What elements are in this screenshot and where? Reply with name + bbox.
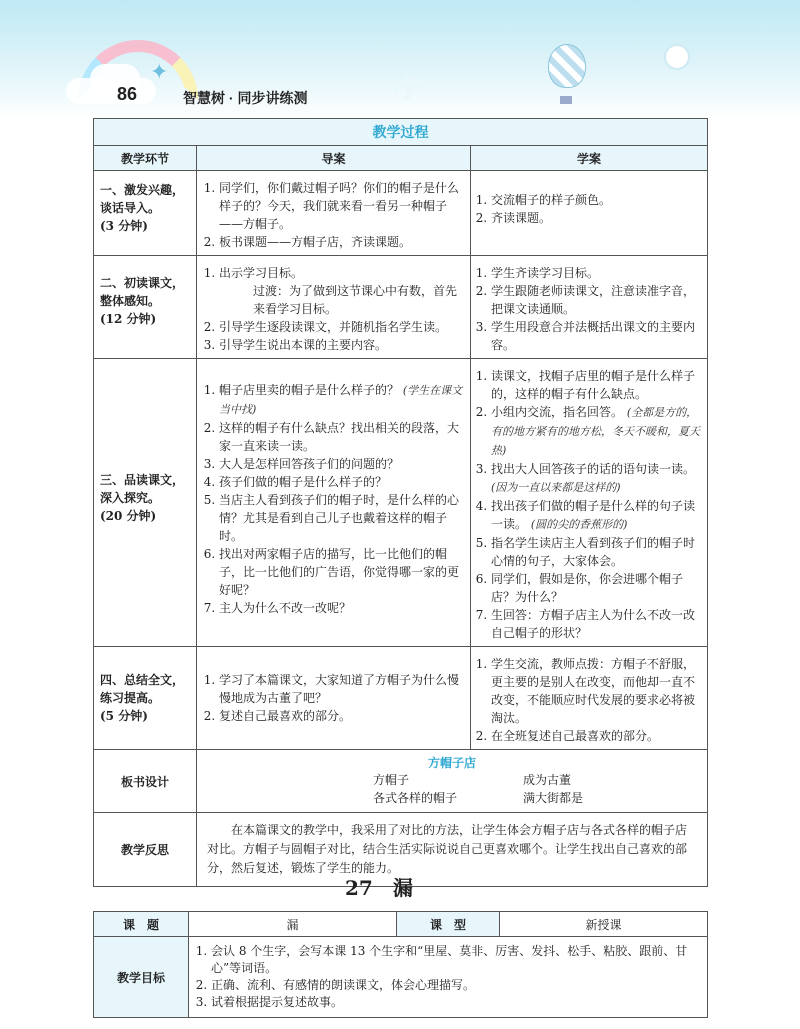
guide-cell (197, 256, 471, 359)
learn-cell (471, 359, 708, 647)
column-header-stage: 教学环节 (94, 146, 197, 171)
table-row (94, 256, 708, 359)
board-title: 方帽子店 (427, 756, 476, 770)
board-design-row (94, 750, 708, 813)
list-item (491, 403, 701, 460)
list-item: 3. 试着根据提示复述故事。 (211, 994, 699, 1011)
page-number: 86 (117, 84, 138, 104)
stage-duration: (3 分钟) (100, 219, 148, 233)
topic-value: 漏 (189, 912, 397, 937)
stage-title: 一、激发兴趣，谈话导入。 (100, 183, 185, 215)
list-item: 3. 学生用段意合并法概括出课文的主要内容。 (491, 318, 701, 354)
list-item-text: 帽子店里卖的帽子是什么样子的？ (219, 383, 400, 397)
learn-cell (471, 171, 708, 256)
list-item-text: 找出孩子们做的帽子是什么样的句子读一读。 (491, 499, 696, 531)
list-item-text: 小组内交流，指名回答。 (491, 405, 624, 419)
board-item: 满大街都是 (523, 791, 584, 805)
list-item-note: (学生在课文当中找) (219, 384, 463, 416)
list-item-note: (因为一直以来都是这样的) (491, 481, 621, 494)
board-design-cell (197, 750, 708, 813)
list-item: 7. 生回答：方帽子店主人为什么不改一改自己帽子的形状？ (491, 606, 701, 642)
table-row (94, 647, 708, 750)
list-item: 7. 主人为什么不改一改呢？ (219, 599, 464, 617)
list-item-text: 出示学习目标。 (219, 266, 304, 280)
reflection-label: 教学反思 (94, 813, 197, 887)
guide-cell (197, 359, 471, 647)
board-item: 各式各样的帽子 (373, 791, 458, 805)
list-item-text: 找出大人回答孩子的话的语句读一读。 (491, 462, 696, 476)
learn-cell (471, 256, 708, 359)
list-item (219, 381, 464, 419)
goals-cell (189, 937, 708, 1018)
telescope-kid-icon: ✦ (150, 60, 169, 85)
stage-title: 三、品读课文，深入探究。 (100, 473, 185, 505)
list-item: 2. 复述自己最喜欢的部分。 (219, 707, 464, 725)
table-row (94, 171, 708, 256)
goals-label: 教学目标 (94, 937, 189, 1018)
list-item-subtext: 过渡：为了做到这节课心中有数，首先来看学习目标。 (253, 284, 458, 316)
teaching-process-table (93, 118, 708, 887)
lesson-name: 漏 (392, 876, 413, 900)
list-item: 4. 孩子们做的帽子是什么样子的？ (219, 473, 464, 491)
board-item: 成为古董 (523, 773, 572, 787)
type-label: 课 型 (397, 912, 500, 937)
stage-duration: (5 分钟) (100, 709, 148, 723)
guide-cell (197, 647, 471, 750)
stage-cell (94, 256, 197, 359)
lesson-title (345, 872, 413, 901)
list-item: 5. 指名学生读店主人看到孩子们的帽子时心情的句子，大家体会。 (491, 534, 701, 570)
balloon-basket-icon (560, 96, 572, 104)
column-header-learn: 学案 (471, 146, 708, 171)
table-caption: 教学过程 (94, 119, 708, 146)
board-item: 方帽子 (373, 773, 410, 787)
stage-cell (94, 359, 197, 647)
topic-label: 课 题 (94, 912, 189, 937)
list-item: 2. 板书课题——方帽子店，齐读课题。 (219, 233, 464, 251)
list-item: 1. 学生交流，教师点拨：方帽子不舒服，更主要的是别人在改变，而他却一直不改变，不能顺应时代发展的要求必将被淘汰。 (491, 655, 701, 727)
list-item-note: (圆的尖的香蕉形的) (530, 518, 628, 531)
list-item: 1. 会认 8 个生字，会写本课 13 个生字和“里屋、莫非、厉害、发抖、松手、粘胶、跟前、甘心”等词语。 (211, 943, 699, 977)
list-item: 2. 齐读课题。 (491, 209, 701, 227)
list-item: 2. 学生跟随老师读课文，注意读准字音，把课文读通顺。 (491, 282, 701, 318)
stage-duration: (20 分钟) (100, 509, 157, 523)
list-item-note: (全都是方的，有的地方紧有的地方松，冬天不暖和，夏天热) (491, 406, 700, 457)
board-grid (373, 771, 701, 807)
board-design-label: 板书设计 (94, 750, 197, 813)
lesson-number: 27 (345, 876, 373, 900)
learn-cell (471, 647, 708, 750)
list-item: 2. 引导学生逐段读课文，并随机指名学生读。 (219, 318, 464, 336)
list-item: 5. 当店主人看到孩子们的帽子时，是什么样的心情？尤其是看到自己儿子也戴着这样的帽子时。 (219, 491, 464, 545)
stage-duration: (12 分钟) (100, 312, 157, 326)
list-item: 1. 交流帽子的样子颜色。 (491, 191, 701, 209)
list-item: 6. 同学们，假如是你，你会进哪个帽子店？为什么？ (491, 570, 701, 606)
reflection-text: 在本篇课文的教学中，我采用了对比的方法，让学生体会方帽子店与各式各样的帽子店对比。方帽子与圆帽子对比，结合生活实际说说自己更喜欢哪个。让学生找出自己喜欢的部分，然后复述，锻炼了学生的能力。 (197, 813, 708, 887)
stage-cell (94, 171, 197, 256)
list-item: 1. 学生齐读学习目标。 (491, 264, 701, 282)
table-row (94, 359, 708, 647)
sun-icon (664, 44, 690, 70)
list-item: 3. 大人是怎样回答孩子们的问题的？ (219, 455, 464, 473)
list-item: 1. 同学们，你们戴过帽子吗？你们的帽子是什么样子的？今天，我们就来看一看另一种帽子——方帽子。 (219, 179, 464, 233)
list-item (219, 264, 464, 318)
list-item (491, 497, 701, 534)
list-item: 1. 学习了本篇课文，大家知道了方帽子为什么慢慢地成为古董了吧？ (219, 671, 464, 707)
type-value: 新授课 (500, 912, 708, 937)
list-item (491, 460, 701, 497)
glider-icon: ✈ (392, 66, 426, 112)
stage-title: 二、初读课文，整体感知。 (100, 276, 185, 308)
book-title: 智慧树 · 同步讲练测 (183, 90, 308, 106)
stage-title: 四、总结全文，练习提高。 (100, 673, 185, 705)
list-item: 2. 在全班复述自己最喜欢的部分。 (491, 727, 701, 745)
stage-cell (94, 647, 197, 750)
list-item: 1. 读课文，找帽子店里的帽子是什么样子的，这样的帽子有什么缺点。 (491, 367, 701, 403)
list-item: 3. 引导学生说出本课的主要内容。 (219, 336, 464, 354)
list-item: 2. 这样的帽子有什么缺点？找出相关的段落，大家一直来读一读。 (219, 419, 464, 455)
column-header-guide: 导案 (197, 146, 471, 171)
list-item: 2. 正确、流利、有感情的朗读课文，体会心理描写。 (211, 977, 699, 994)
list-item: 6. 找出对两家帽子店的描写，比一比他们的帽子，比一比他们的广告语，你觉得哪一家的更好呢？ (219, 545, 464, 599)
hot-air-balloon-icon (548, 44, 586, 88)
guide-cell (197, 171, 471, 256)
lesson-info-table (93, 911, 708, 1018)
